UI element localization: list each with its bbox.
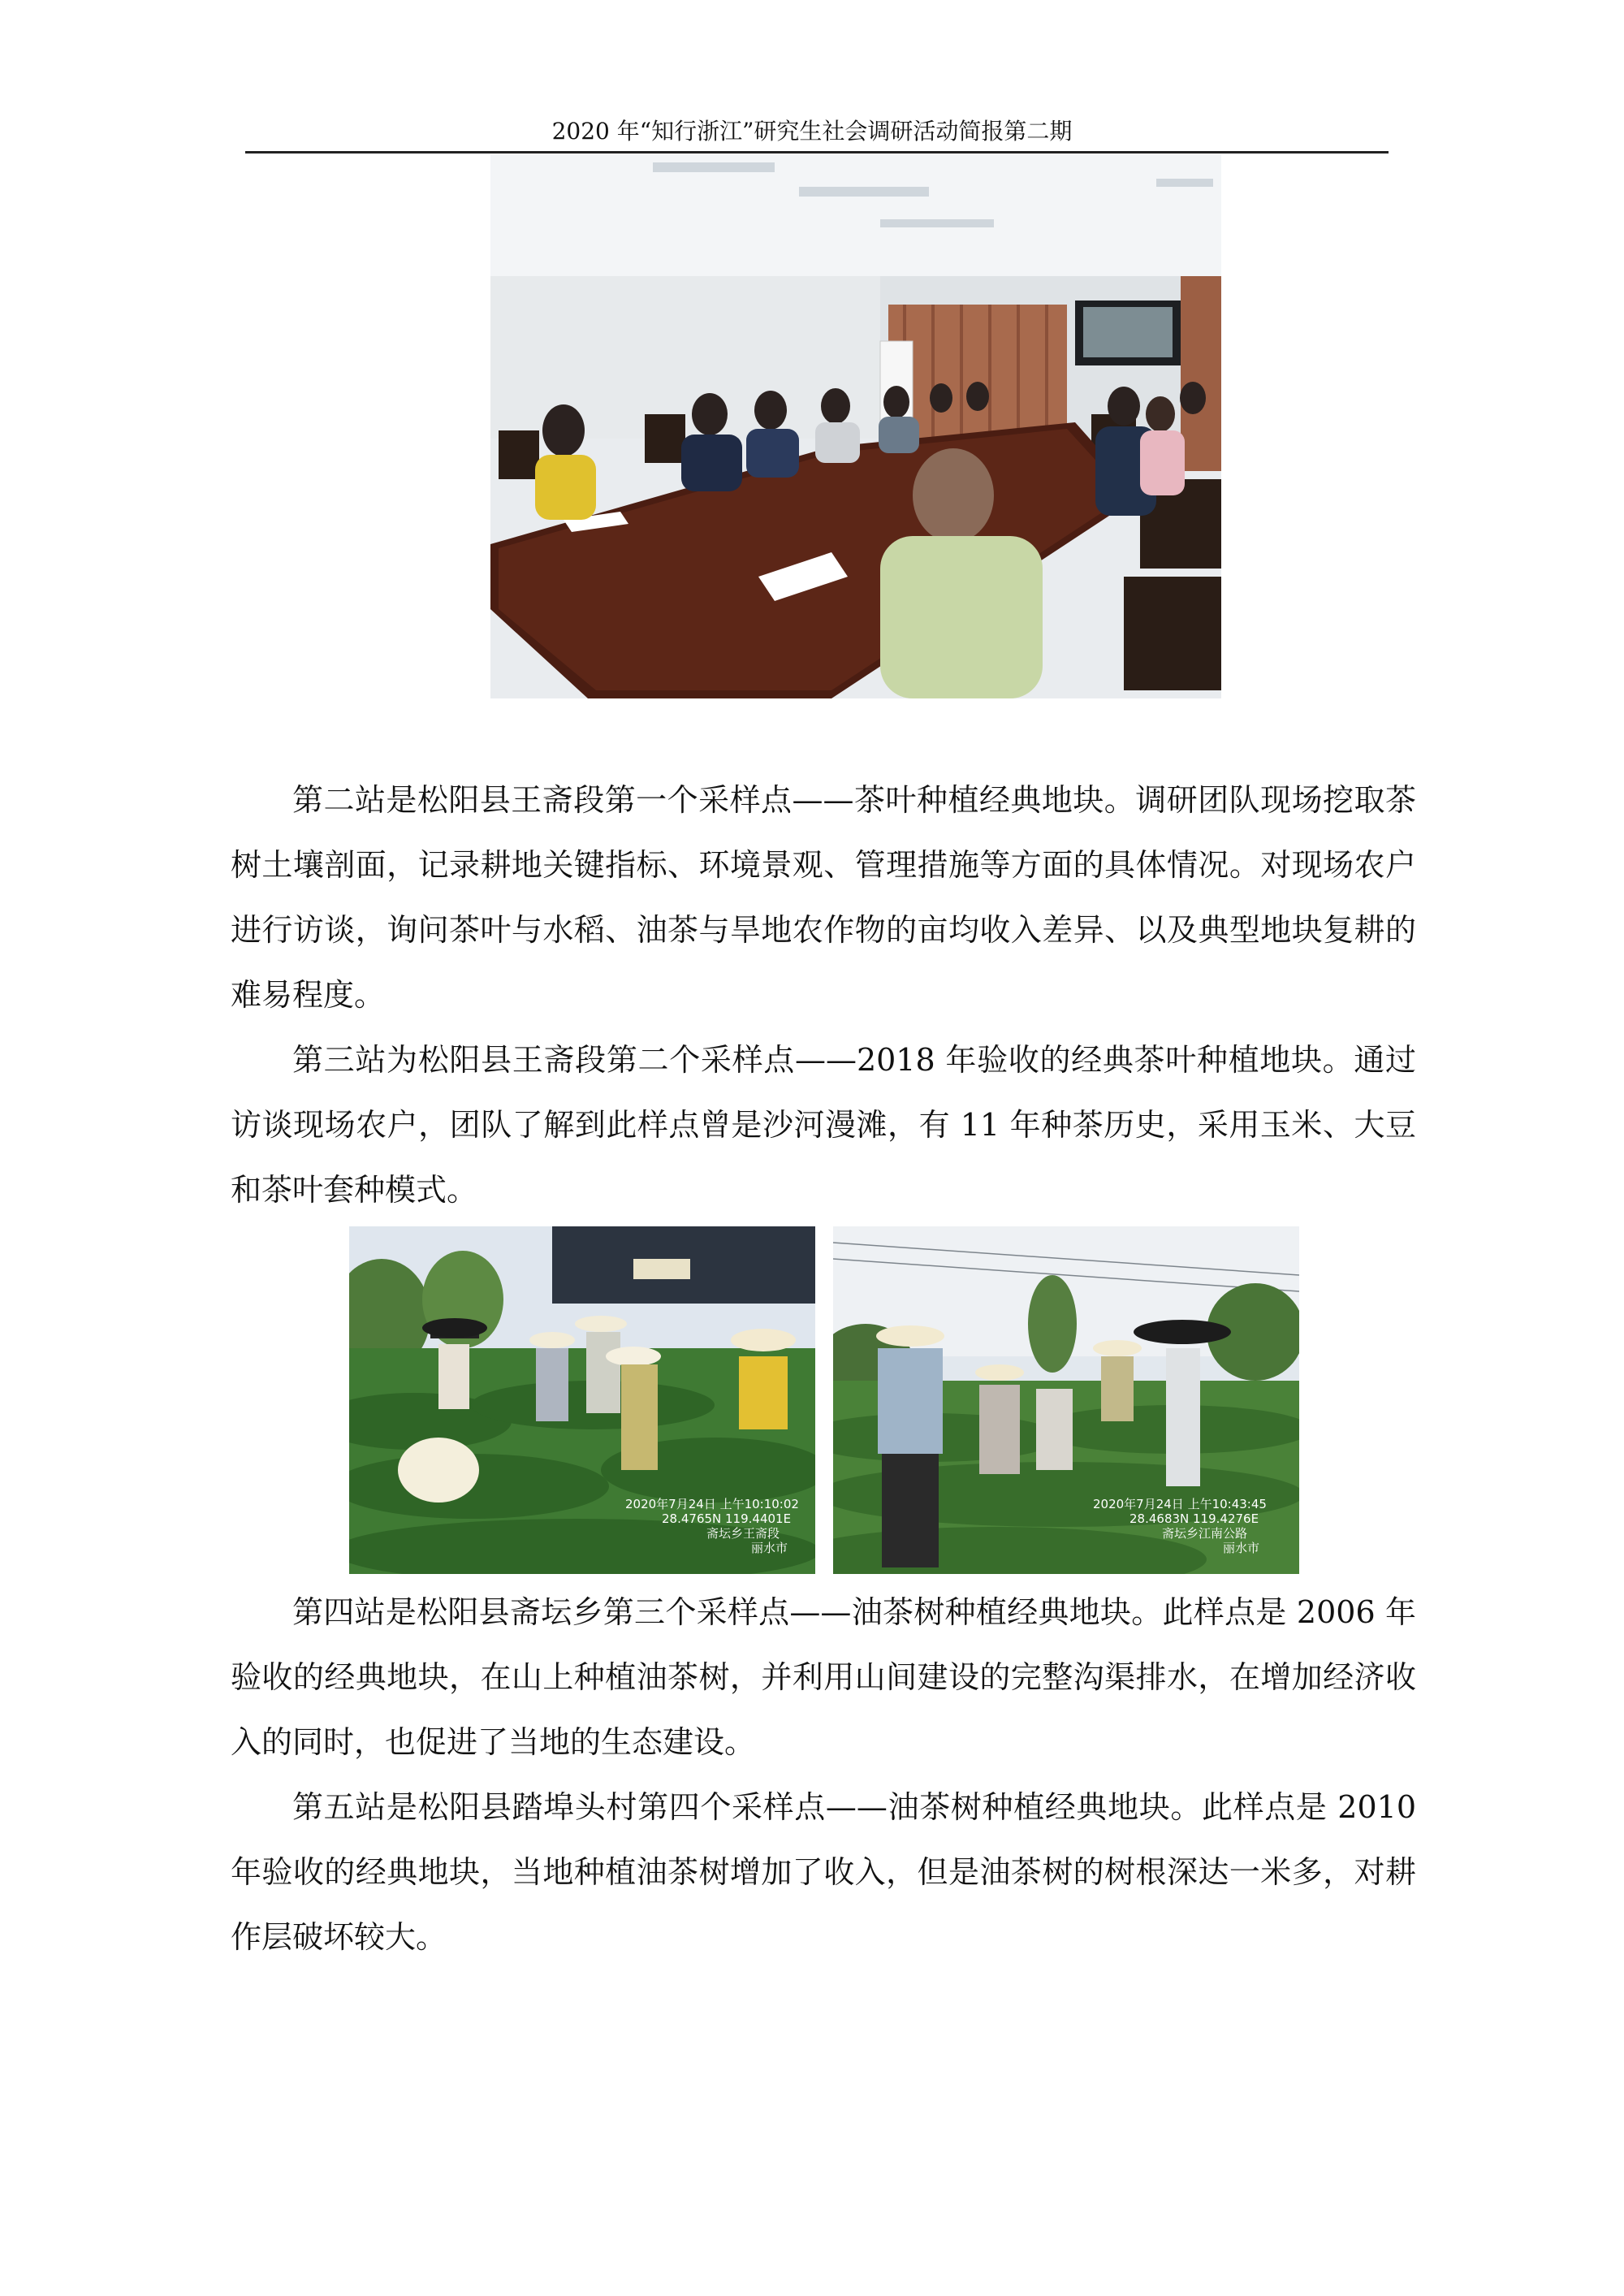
page-header-title: 2020 年“知行浙江”研究生社会调研活动简报第二期 — [551, 118, 1073, 145]
tea-field-photo-icon — [833, 1226, 1299, 1574]
meeting-room-photo — [490, 154, 1221, 698]
paragraph-station-2: 第二站是松阳县王斋段第一个采样点——茶叶种植经典地块。调研团队现场挖取茶树土壤剖面，记录耕地关键指标、环境景观、管理措施等方面的具体情况。对现场农户进行访谈，询问茶叶与水稻、油茶与旱地农作物的亩均收入差异、以及典型地块复耕的难易程度。 — [231, 782, 1416, 1013]
tea-field-photo-b — [833, 1226, 1299, 1574]
photo-city: 丽水市 — [1223, 1541, 1260, 1555]
photo-location: 斋坛乡江南公路 — [1162, 1526, 1248, 1541]
photo-timestamp: 2020年7月24日 上午10:10:02 — [625, 1497, 799, 1511]
paragraph-station-5: 第五站是松阳县踏埠头村第四个采样点——油茶树种植经典地块。此样点是 2010 年验收的经典地块，当地种植油茶树增加了收入，但是油茶树的树根深达一米多，对耕作层破坏较大。 — [231, 1789, 1416, 1955]
photo-city: 丽水市 — [751, 1541, 788, 1555]
header-divider — [245, 151, 1389, 153]
paragraph-station-4: 第四站是松阳县斋坛乡第三个采样点——油茶树种植经典地块。此样点是 2006 年验收的经典地块，在山上种植油茶树，并利用山间建设的完整沟渠排水，在增加经济收入的同时，也促进了当地的生态建设。 — [231, 1594, 1416, 1760]
meeting-room-photo-icon — [490, 154, 1221, 698]
paragraph-station-3: 第三站为松阳县王斋段第二个采样点——2018 年验收的经典茶叶种植地块。通过访谈现场农户，团队了解到此样点曾是沙河漫滩，有 11 年种茶历史，采用玉米、大豆和茶叶套种模式。 — [231, 1042, 1416, 1208]
tea-field-photo-a — [349, 1226, 815, 1574]
photo-location: 斋坛乡王斋段 — [706, 1526, 780, 1541]
photo-timestamp: 2020年7月24日 上午10:43:45 — [1093, 1497, 1267, 1511]
photo-coordinates: 28.4683N 119.4276E — [1129, 1511, 1259, 1526]
tea-field-photo-icon — [349, 1226, 815, 1574]
photo-coordinates: 28.4765N 119.4401E — [662, 1511, 792, 1526]
